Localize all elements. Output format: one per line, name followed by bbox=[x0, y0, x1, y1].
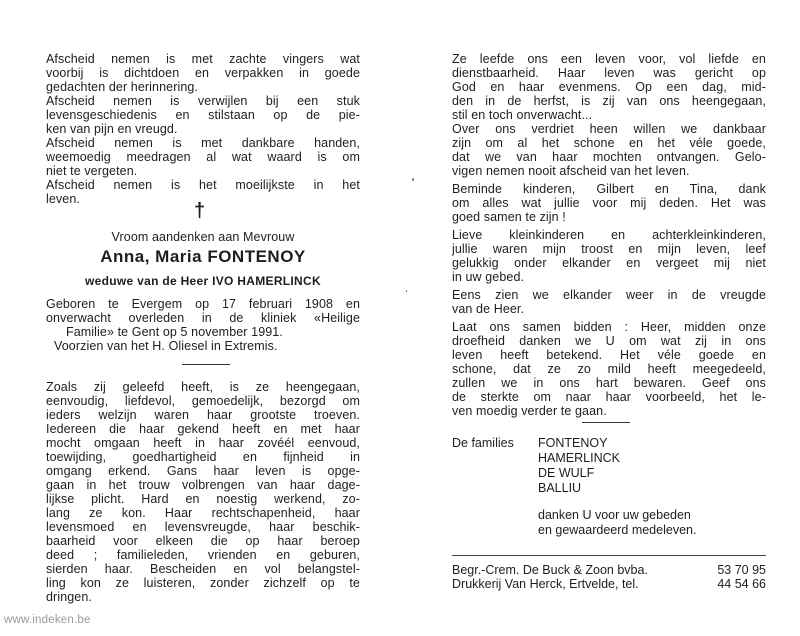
tribute-line: dringen. bbox=[46, 590, 92, 604]
paper-speck bbox=[412, 178, 414, 181]
message-line: Beminde kinderen, Gilbert en Tina, dank bbox=[452, 182, 766, 196]
family-name: HAMERLINCK bbox=[538, 451, 620, 465]
thanks-line: danken U voor uw gebeden bbox=[538, 508, 691, 522]
message-line: gelukkig onder elkander en vergeet mij niet bbox=[452, 256, 766, 270]
message-line: Over ons verdriet heen willen we dankbaar bbox=[452, 122, 766, 136]
message-line: jullie waren mijn troost en mijn leven, leef bbox=[452, 242, 766, 256]
message-line: Lieve kleinkinderen en achterkleinkinderen, bbox=[452, 228, 766, 242]
poem-line: voorbij is dichtdoen en verpakken in goede bbox=[46, 66, 360, 80]
message-line: dienstbaarheid. Haar leven was gericht op bbox=[452, 66, 766, 80]
divider bbox=[182, 364, 230, 365]
tribute-line: deed ; familieleden, vrienden en geburen, bbox=[46, 548, 360, 562]
tribute-line: mocht omgaan heeft in haar zovéél eenvoud, bbox=[46, 436, 360, 450]
tribute-line: levensmoed en levensvreugde, haar beschik- bbox=[46, 520, 360, 534]
message-line: goed samen te zijn ! bbox=[452, 210, 566, 224]
tribute-line: Zoals zij geleefd heeft, is ze heengegaan, bbox=[46, 380, 360, 394]
poem-line: Afscheid nemen is verwijlen bij een stuk bbox=[46, 94, 360, 108]
poem-line: gedachten der herinnering. bbox=[46, 80, 199, 94]
message-line: leven heeft betekend. Het véle goede en bbox=[452, 348, 766, 362]
birth-line: Geboren te Evergem op 17 februari 1908 en bbox=[46, 297, 360, 311]
message-line: droefheid danken we U om wat zij in ons bbox=[452, 334, 766, 348]
tribute-line: gaan in het trouw volbrengen van haar dage- bbox=[46, 478, 360, 492]
poem-line: niet te vergeten. bbox=[46, 164, 138, 178]
message-line: dat we van haar mochten ontvangen. Gelo- bbox=[452, 150, 766, 164]
thanks-line: en gewaardeerd medeleven. bbox=[538, 523, 697, 537]
watermark-text[interactable]: www.indeken.be bbox=[4, 614, 91, 626]
poem-line: leven. bbox=[46, 192, 80, 206]
tribute-line: toewijding, goedhartigheid en fijnheid in bbox=[46, 450, 360, 464]
message-line: den in de herfst, is zij van ons heengegaan, bbox=[452, 94, 766, 108]
tribute-line: lijkse plicht. Hard en noestig werkend, zo- bbox=[46, 492, 360, 506]
birth-line: Voorzien van het H. Oliesel in Extremis. bbox=[54, 339, 278, 353]
funeral-home-name: Begr.-Crem. De Buck & Zoon bvba. bbox=[452, 563, 648, 577]
families-label: De families bbox=[452, 436, 514, 450]
message-line: ven moedig verder te gaan. bbox=[452, 404, 607, 418]
tribute-line: Iedereen die haar gekend heeft en met haar bbox=[46, 422, 360, 436]
printer-name: Drukkerij Van Herck, Ertvelde, tel. bbox=[452, 577, 639, 591]
message-line: vigen nemen nooit afscheid van het leven. bbox=[452, 164, 690, 178]
message-line: zullen we in ons hart bewaren. Geef ons bbox=[452, 376, 766, 390]
poem-line: ken van pijn en vreugd. bbox=[46, 122, 178, 136]
family-name: FONTENOY bbox=[538, 436, 608, 450]
tribute-line: ling kon ze luisteren, zonder zichzelf op te bbox=[46, 576, 360, 590]
funeral-home-line bbox=[452, 563, 766, 577]
message-line: stil en toch onverwacht... bbox=[452, 108, 593, 122]
message-line: Eens zien we elkander weer in de vreugde bbox=[452, 288, 766, 302]
message-line: schone, dat ze zo mild heeft meegedeeld, bbox=[452, 362, 766, 376]
message-line: om alles wat jullie voor mij deden. Het was bbox=[452, 196, 766, 210]
tribute-line: sierden haar. Bescheiden en vol belangstel- bbox=[46, 562, 360, 576]
family-name: DE WULF bbox=[538, 466, 595, 480]
message-line: Laat ons samen bidden : Heer, midden onze bbox=[452, 320, 766, 334]
funeral-home-phone: 53 70 95 bbox=[717, 563, 766, 577]
in-memory-line: Vroom aandenken aan Mevrouw bbox=[111, 230, 295, 244]
message-line: Ze leefde ons een leven voor, vol liefde en bbox=[452, 52, 766, 66]
message-line: van de Heer. bbox=[452, 302, 525, 316]
printer-line bbox=[452, 577, 766, 591]
cross-icon: † bbox=[194, 200, 206, 222]
message-line: zijn om al het schone en het véle goede, bbox=[452, 136, 766, 150]
paper-speck bbox=[406, 290, 407, 292]
divider bbox=[582, 422, 630, 423]
tribute-line: baarheid voor elkeen die op haar beroep bbox=[46, 534, 360, 548]
tribute-line: omgang erkend. Gans haar leven is opge- bbox=[46, 464, 360, 478]
birth-line: onverwacht overleden in de kliniek «Heilige bbox=[46, 311, 360, 325]
message-line: de sterkte om naar haar voorbeeld, het le- bbox=[452, 390, 766, 404]
printer-phone: 44 54 66 bbox=[717, 577, 766, 591]
birth-line: Familie» te Gent op 5 november 1991. bbox=[66, 325, 283, 339]
message-line: in uw gebed. bbox=[452, 270, 525, 284]
tribute-line: lang ze kon. Haar rechtschapenheid, haar bbox=[46, 506, 360, 520]
poem-line: levensgeschiedenis en stilstaan op de pie- bbox=[46, 108, 360, 122]
family-name: BALLIU bbox=[538, 481, 582, 495]
poem-line: weemoedig meedragen al wat waard is om bbox=[46, 150, 360, 164]
poem-line: Afscheid nemen is met dankbare handen, bbox=[46, 136, 360, 150]
poem-line: Afscheid nemen is het moeilijkste in het bbox=[46, 178, 360, 192]
widow-line: weduwe van de Heer IVO HAMERLINCK bbox=[85, 274, 321, 288]
deceased-name: Anna, Maria FONTENOY bbox=[100, 247, 306, 266]
tribute-line: eenvoudig, liefdevol, gemoedelijk, bezorgd om bbox=[46, 394, 360, 408]
poem-line: Afscheid nemen is met zachte vingers wat bbox=[46, 52, 360, 66]
message-line: God en haar evenmens. Op een dag, mid- bbox=[452, 80, 766, 94]
printer-divider bbox=[452, 555, 766, 556]
tribute-line: ieders welzijn waren haar grootste troeven. bbox=[46, 408, 360, 422]
